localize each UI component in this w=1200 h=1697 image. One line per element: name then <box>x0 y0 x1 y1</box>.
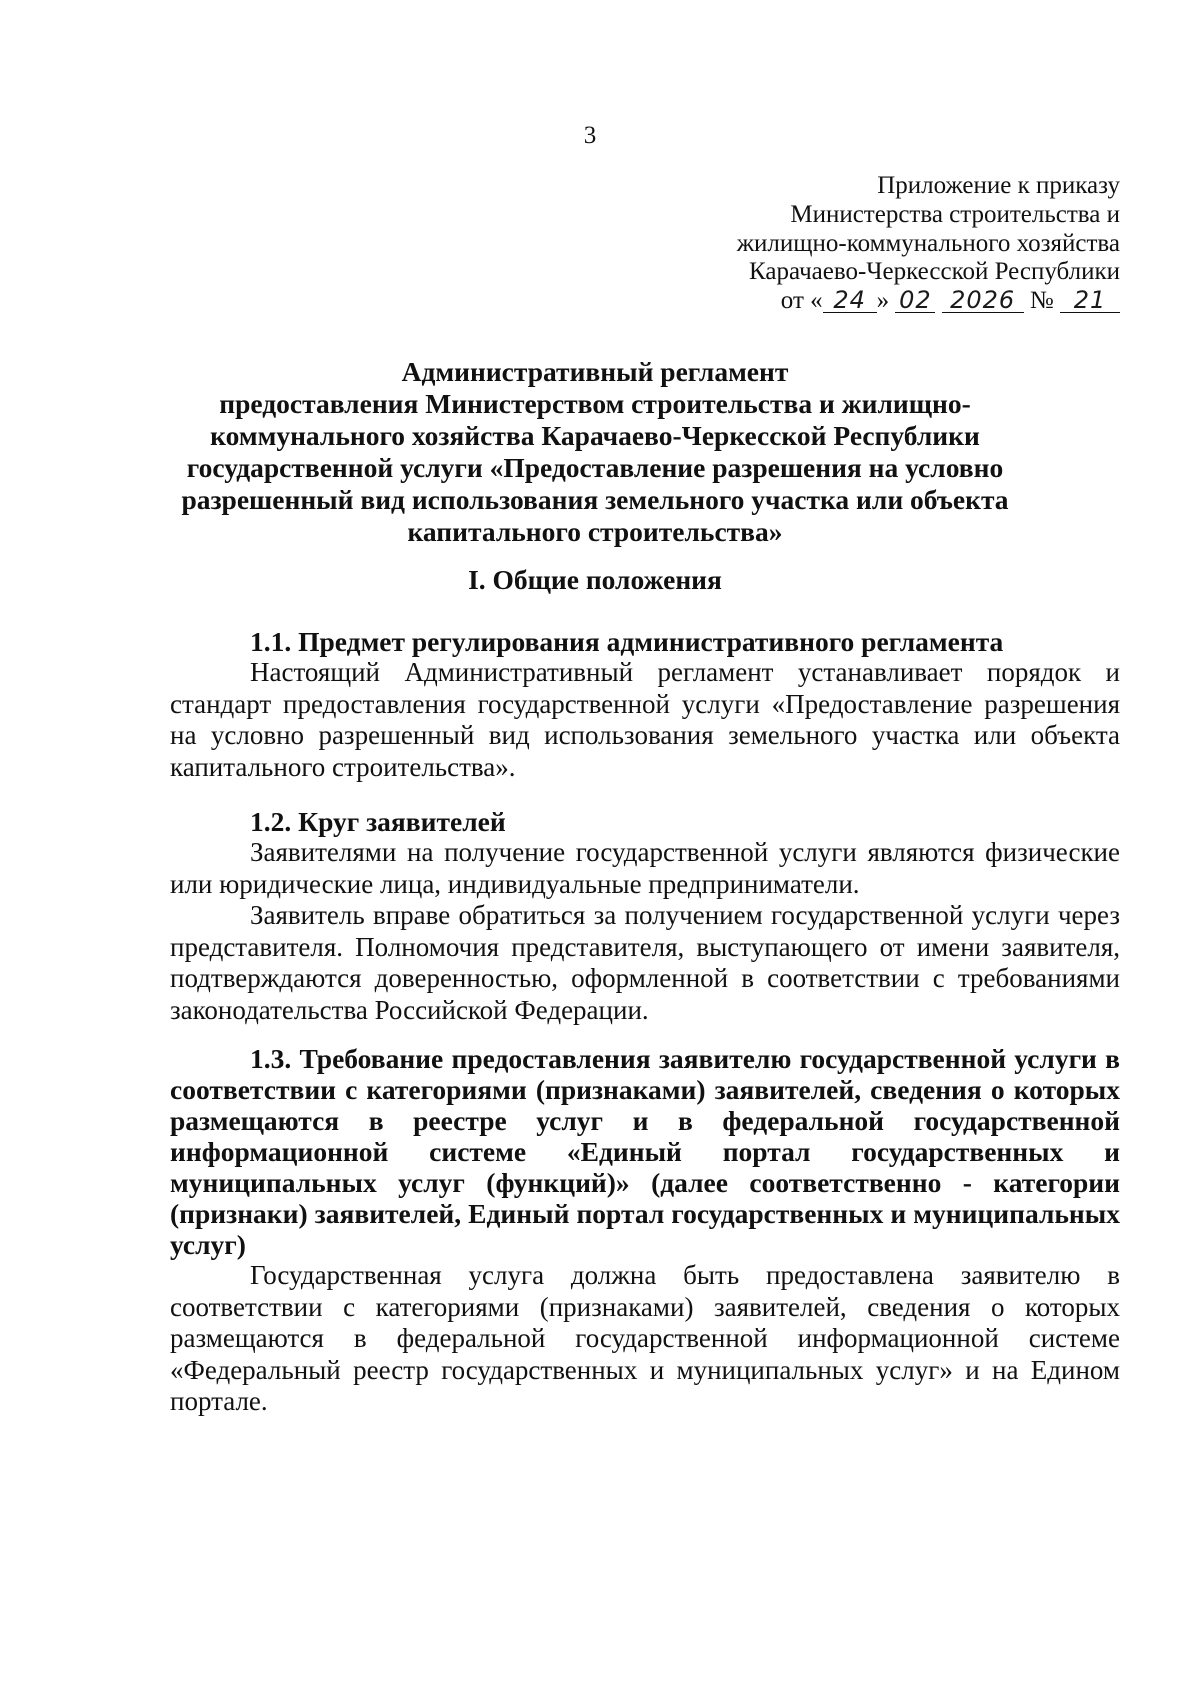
appendix-block <box>520 172 1120 316</box>
date-close-quote: » <box>876 287 890 315</box>
subsection-heading: 1.3. Требование предоставления заявителю государственной услуги в соответствии с категориями (признаками) заявителей, сведения о которых размещаются в реестре услуг и в федеральной государственной информационной системе «Единый портал государственных и муниципальных услуг (функций)» (далее соответственно - категории (признаки) заявителей, Единый портал государственных и муниципальных услуг) <box>170 1043 1120 1260</box>
title-line: предоставления Министерством строительства и жилищно- <box>219 388 971 419</box>
handwritten-month: 02 <box>895 288 935 313</box>
title-line: государственной услуги «Предоставление разрешения на условно <box>186 452 1004 483</box>
title-line: капитального строительства» <box>407 516 783 547</box>
title-line: Административный регламент <box>401 356 789 387</box>
subsection-heading: 1.1. Предмет регулирования административного регламента <box>250 626 1004 657</box>
subsection-heading: 1.2. Круг заявителей <box>250 806 506 837</box>
page-number: 3 <box>583 122 597 149</box>
handwritten-day: 24 <box>823 288 877 313</box>
document-title <box>150 356 1040 548</box>
section-1-1 <box>170 626 1120 783</box>
section-title: I. Общие положения <box>468 564 722 595</box>
handwritten-order-number: 21 <box>1060 288 1120 313</box>
section-1-3 <box>170 1043 1120 1418</box>
appendix-line: Министерства строительства и <box>790 200 1120 228</box>
handwritten-year: 2026 <box>942 288 1024 313</box>
number-sign: № <box>1029 287 1054 315</box>
date-prefix: от « <box>780 287 823 315</box>
paragraph: Заявителями на получение государственной услуги являются физические или юридические лица, индивидуальные предприниматели. <box>170 837 1120 899</box>
title-line: разрешенный вид использования земельного участка или объекта <box>181 484 1009 515</box>
appendix-line: Карачаево-Черкесской Республики <box>749 258 1120 286</box>
approval-date-line <box>520 287 1120 316</box>
section-1-2 <box>170 806 1120 1027</box>
paragraph: Заявитель вправе обратиться за получением государственной услуги через представителя. Полномочия представителя, выступающего от имени заявителя, подтверждаются доверенностью, оформленной в соответствии с требованиями законодательства Российской Федерации. <box>170 900 1120 1025</box>
appendix-line: Приложение к приказу <box>877 172 1120 199</box>
paragraph: Государственная услуга должна быть предоставлена заявителю в соответствии с категориями (признаками) заявителей, сведения о которых размещаются в федеральной государственной информационной системе «Федеральный реестр государственных и муниципальных услуг» и на Едином портале. <box>170 1260 1120 1417</box>
appendix-line: жилищно-коммунального хозяйства <box>736 229 1120 257</box>
paragraph: Настоящий Административный регламент устанавливает порядок и стандарт предоставления государственной услуги «Предоставление разрешения на условно разрешенный вид использования земельного участка или объекта капитального строительства». <box>170 657 1120 782</box>
title-line: коммунального хозяйства Карачаево-Черкесской Республики <box>210 420 980 451</box>
